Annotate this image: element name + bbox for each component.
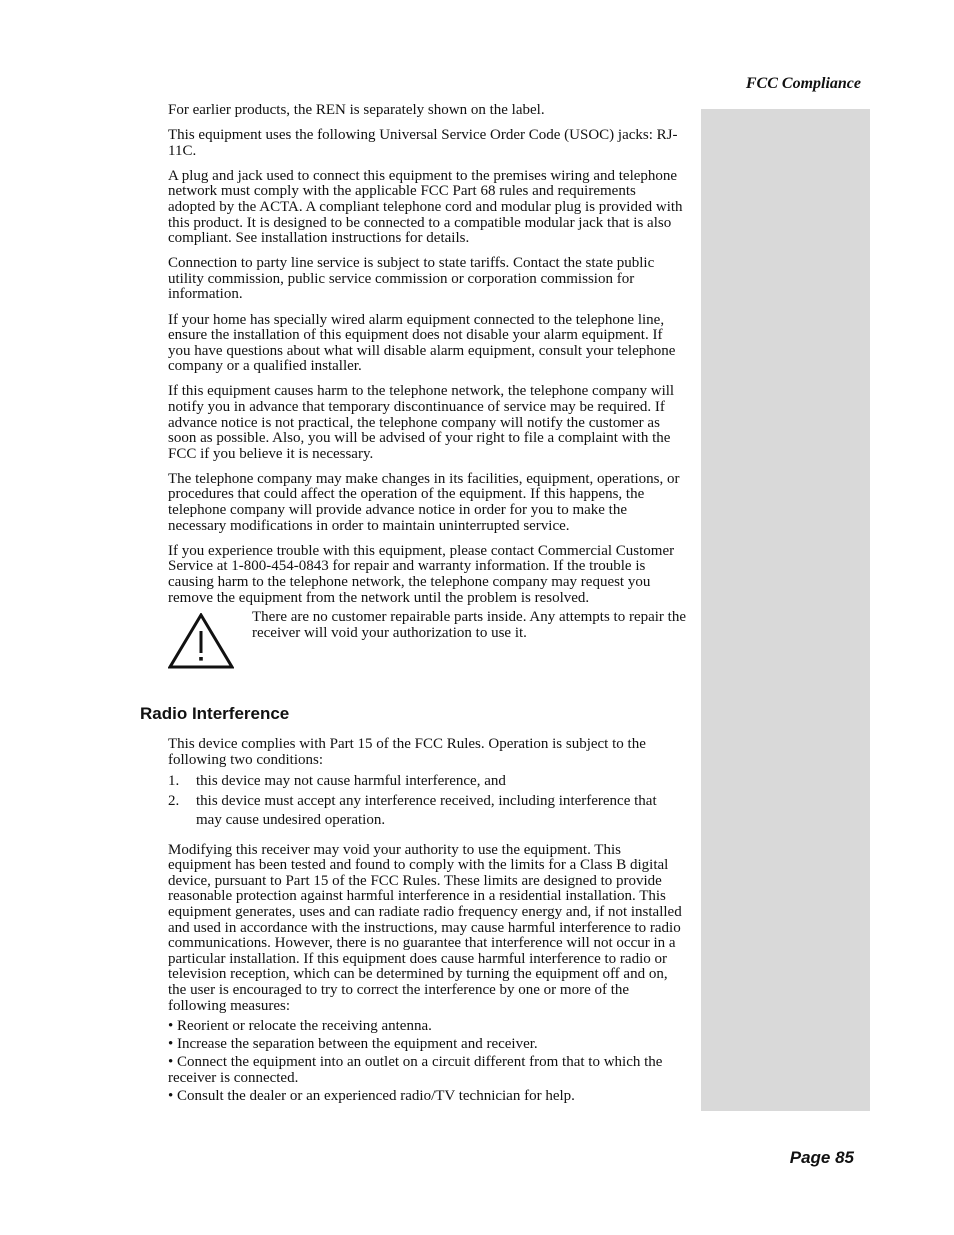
warning-triangle-icon: [168, 610, 252, 674]
list-item: [168, 772, 686, 792]
paragraph-usoc: This equipment uses the following Universal Service Order Code (USOC) jacks: RJ-11C.: [168, 127, 678, 159]
list-item: • Reorient or relocate the receiving antenna.: [168, 1018, 432, 1035]
measures-list: [168, 1019, 686, 1104]
radio-section: [168, 737, 686, 1107]
list-text: this device must accept any interference received, including interference that may cause undesired operation.: [196, 792, 657, 829]
list-item: • Connect the equipment into an outlet on a circuit different from that to which the receiver is connected.: [168, 1054, 663, 1086]
margin-sidebar: [701, 109, 870, 1111]
page-number: Page 85: [789, 1148, 854, 1167]
paragraph-plug-jack: A plug and jack used to connect this equipment to the premises wiring and telephone network must comply with the applicable FCC Part 68 rules and requirements adopted by the ACTA. A compliant telephone cord and modular plug is provided with this product. It is designed to be connected to a compatible modular jack that is also compliant. See installation instructions for details.: [168, 167, 683, 247]
radio-body: Modifying this receiver may void your authority to use the equipment. This equipment has been tested and found to comply with the limits for a Class B digital device, pursuant to Part 15 of the FCC Rules. These limits are designed to provide reasonable protection against harmful interference in a residential installation. This equipment generates, uses and can radiate radio frequency energy and, if not installed and used in accordance with the instructions, may cause harmful interference to radio communications. However, there is no guarantee that interference will not occur in a particular installation. If this equipment does cause harmful interference to radio or television reception, which can be determined by turning the equipment off and on, the user is encouraged to try to correct the interference by one or more of the following measures:: [168, 841, 682, 1014]
conditions-list: [168, 772, 686, 831]
telephone-section: [168, 103, 686, 674]
list-number: 2.: [168, 792, 180, 809]
paragraph-network-harm: If this equipment causes harm to the telephone network, the telephone company will notify you in advance that temporary discontinuance of service may be required. If advance notice is not practical, the telephone company will notify the customer as soon as possible. Also, you will be advised of your right to file a complaint with the FCC if you believe it is necessary.: [168, 383, 675, 462]
warning-text: There are no customer repairable parts inside. Any attempts to repair the receiver will void your authorization to use it.: [252, 609, 687, 641]
warning-note: [168, 610, 686, 674]
paragraph-alarm: If your home has specially wired alarm equipment connected to the telephone line, ensure the installation of this equipment does not disable your alarm equipment. If you have questions about what will disable alarm equipment, consult your telephone company or a qualified installer.: [168, 311, 676, 375]
list-number: 1.: [168, 773, 180, 790]
paragraph-changes: The telephone company may make changes in its facilities, equipment, operations, or procedures that could affect the operation of the equipment. If this happens, the telephone company will provide advance notice in order for you to make the necessary modifications in order to maintain uninterrupted service.: [168, 470, 680, 534]
radio-intro: This device complies with Part 15 of the FCC Rules. Operation is subject to the following two conditions:: [168, 736, 646, 768]
section-heading-radio: Radio Interference: [140, 704, 290, 723]
list-item: [168, 792, 686, 831]
list-item: • Consult the dealer or an experienced radio/TV technician for help.: [168, 1088, 575, 1105]
list-text: this device may not cause harmful interference, and: [196, 773, 506, 790]
paragraph-trouble: If you experience trouble with this equipment, please contact Commercial Customer Service at 1-800-454-0843 for repair and warranty information. If the trouble is causing harm to the telephone network, the telephone company may request you remove the equipment from the network until the problem is resolved.: [168, 542, 675, 606]
paragraph-ren: For earlier products, the REN is separately shown on the label.: [168, 102, 545, 118]
running-title: FCC Compliance: [745, 75, 861, 92]
paragraph-party-line: Connection to party line service is subject to state tariffs. Contact the state public utility commission, public service commission or corporation commission for information.: [168, 255, 655, 303]
list-item: • Increase the separation between the equipment and receiver.: [168, 1036, 538, 1053]
